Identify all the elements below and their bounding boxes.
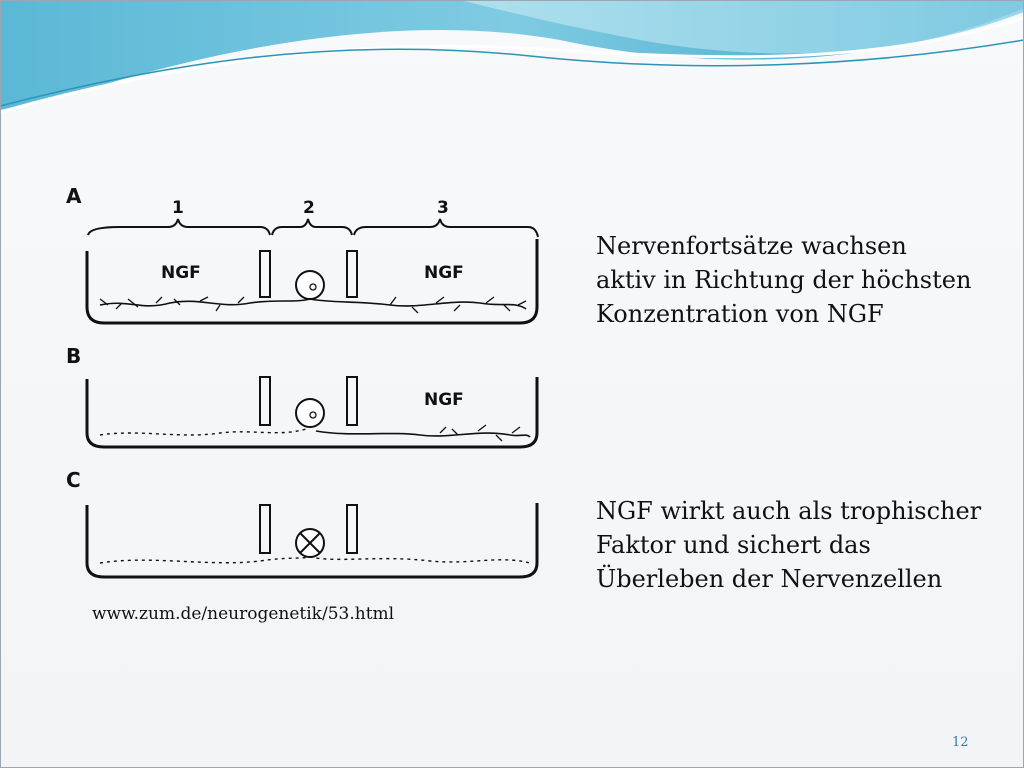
- statement-2-line-3: Überleben der Nervenzellen: [596, 565, 943, 593]
- barrier-c-left: [260, 505, 270, 553]
- ngf-label-a-left: NGF: [161, 263, 201, 283]
- source-url: www.zum.de/neurogenetik/53.html: [92, 604, 395, 624]
- statement-1-line-3: Konzentration von NGF: [596, 300, 884, 328]
- panel-a-label: A: [66, 184, 82, 208]
- barrier-b-right: [347, 377, 357, 425]
- header-wave-decoration: [0, 0, 1024, 120]
- barrier-a-right: [347, 251, 357, 297]
- barrier-a-left: [260, 251, 270, 297]
- statement-2-line-2: Faktor und sichert das: [596, 531, 871, 559]
- statement-trophic-factor: [596, 494, 981, 596]
- panel-b-label: B: [66, 344, 82, 368]
- panel-b: [66, 344, 537, 447]
- statement-1-line-2: aktiv in Richtung der höchsten: [596, 266, 972, 294]
- brace-2: [272, 219, 352, 235]
- barrier-c-right: [347, 505, 357, 553]
- compartment-2-label: 2: [303, 198, 315, 218]
- barrier-b-left: [260, 377, 270, 425]
- axon-degenerated-c: [100, 557, 530, 563]
- panel-c: [66, 468, 537, 577]
- axon-degenerated-b: [100, 429, 306, 435]
- brace-3: [354, 219, 538, 237]
- ngf-label-b-right: NGF: [424, 390, 464, 410]
- statement-2-line-1: NGF wirkt auch als trophischer: [596, 497, 982, 525]
- ngf-diagram: [60, 175, 560, 595]
- statement-1-line-1: Nervenfortsätze wachsen: [596, 232, 907, 260]
- ngf-label-a-right: NGF: [424, 263, 464, 283]
- axon-growth-a: [100, 299, 526, 309]
- page-number: 12: [952, 735, 969, 750]
- statement-axon-growth: [596, 229, 971, 331]
- panel-c-label: C: [66, 468, 81, 492]
- panel-a: [66, 184, 538, 323]
- compartment-3-label: 3: [437, 198, 449, 218]
- brace-1: [88, 219, 270, 235]
- compartment-1-label: 1: [172, 198, 184, 218]
